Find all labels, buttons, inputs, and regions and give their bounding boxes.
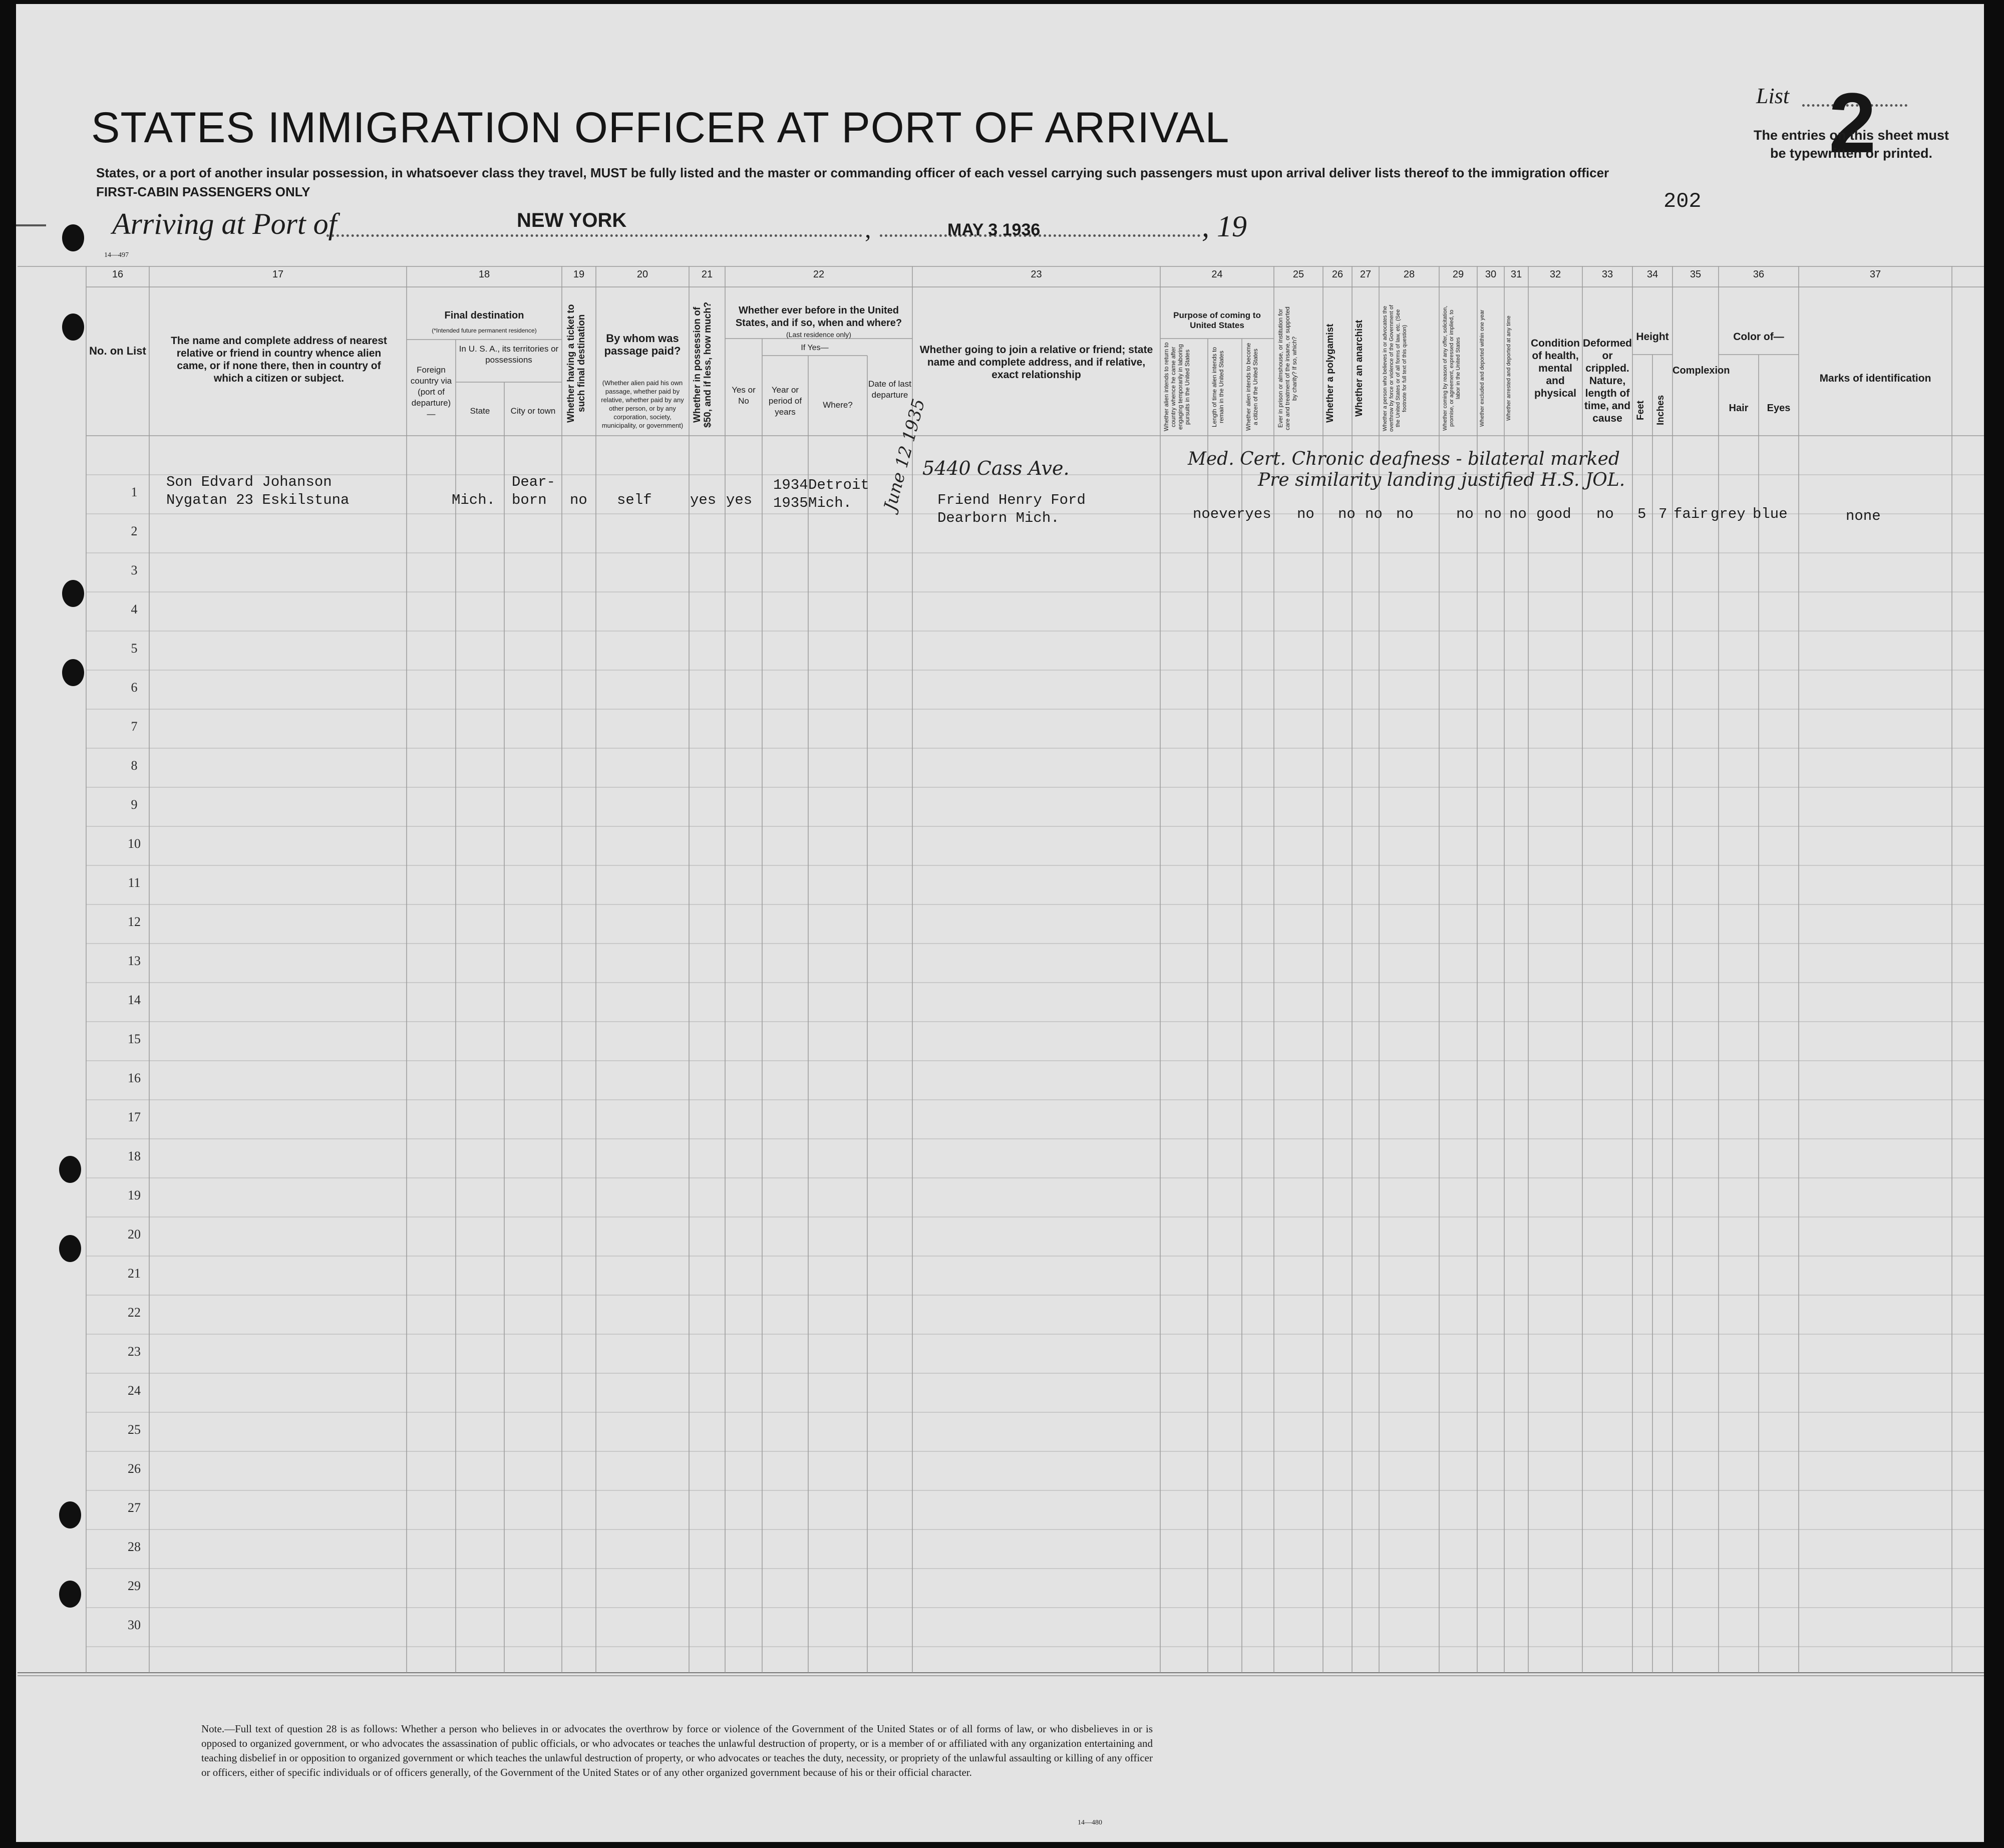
header-color-of: Color of— [1733, 331, 1784, 343]
row-number: 29 [128, 1579, 141, 1593]
entry-city-part1: Dear- [512, 474, 556, 490]
row-number: 4 [131, 602, 138, 617]
col-number-32: 32 [1549, 269, 1561, 280]
entry-departure-date: June 12 1935 [880, 397, 929, 513]
row-number: 11 [128, 875, 141, 890]
entry-height-inches: 7 [1658, 506, 1667, 522]
header-height: Height [1636, 331, 1669, 343]
entry-height-feet: 5 [1637, 506, 1646, 522]
list-label: List [1756, 84, 1790, 108]
col-number-25: 25 [1292, 269, 1304, 280]
header-eyes: Eyes [1767, 403, 1791, 414]
header-date-departure: Date of last departure [868, 379, 911, 400]
comma: , [865, 215, 871, 243]
header-city: City or town [510, 406, 556, 416]
col-number-33: 33 [1601, 269, 1613, 280]
entry-landing-note: Pre similarity landing justified H.S. JOL. [1258, 470, 1625, 490]
col-number-35: 35 [1690, 269, 1702, 280]
col-number-28: 28 [1403, 269, 1415, 280]
header-nearest-relative: The name and complete address of nearest relative or friend in country whence alien came, or if none there, then in country of which a citizen or subject. [171, 335, 387, 384]
col-number-34: 34 [1646, 269, 1658, 280]
row-number: 28 [128, 1539, 141, 1554]
instructions: States, or a port of another insular possession, in whatsoever class they travel, MUST be fully listed and the master or commanding officer of each vessel carrying such passengers must upon arrival deliver lists thereof to the immigration officer FIRST-CABIN PASSENGERS ONLY [96, 165, 1609, 199]
header-deformed: Deformed or crippled. Nature, length of time, and cause [1582, 338, 1632, 424]
row-number: 21 [128, 1266, 141, 1281]
col-number-37: 37 [1869, 269, 1881, 280]
port-name: NEW YORK [517, 209, 627, 231]
col-number-21: 21 [701, 269, 713, 280]
col-number-26: 26 [1331, 269, 1344, 280]
entry-handwritten-address: 5440 Cass Ave. [922, 457, 1070, 479]
entry-relative-name: Son Edvard Johanson [166, 474, 332, 490]
row-number: 22 [128, 1305, 141, 1320]
row-number: 17 [128, 1110, 141, 1124]
header-ever-before-us: Whether ever before in the United States, and if so, when and where? [735, 305, 902, 329]
header-purpose-c: Whether alien intends to become a citizen of the United States [1245, 343, 1259, 431]
row-number: 20 [128, 1227, 141, 1242]
entry-prison: no [1297, 506, 1314, 522]
entry-year-1: 1934 [773, 477, 808, 493]
entry-marks: none [1846, 508, 1881, 524]
header-marks: Marks of identification [1819, 373, 1931, 384]
entry-year-2: 1935 [773, 495, 808, 511]
entry-medical-note: Med. Cert. Chronic deafness - bilateral marked [1188, 449, 1620, 469]
header-condition-health: Condition of health, mental and physical [1531, 338, 1580, 399]
manifest-sheet [16, 4, 1984, 1842]
list-number: 2 [1829, 76, 1876, 171]
header-overthrow: Whether a person who believes in or advocates the overthrow by force or violence of the Government of the United States or of all forms of law, etc. (See footnote for full text of this question) [1382, 304, 1408, 432]
arriving-label: Arriving at Port of [112, 207, 337, 240]
entry-where-2: Mich. [808, 495, 852, 511]
row-number: 7 [131, 719, 138, 734]
entry-ever-before: yes [726, 492, 753, 508]
header-possession-50: Whether in possession of $50, and if less, how much? [692, 301, 713, 428]
header-polygamist: Whether a polygamist [1325, 324, 1335, 423]
col-number-22: 22 [813, 269, 825, 280]
row-number: 25 [128, 1422, 141, 1437]
year-label: , 19 [1202, 210, 1247, 243]
row-number: 6 [131, 680, 138, 695]
footnote: Note.—Full text of question 28 is as follows: Whether a person who believes in or advocates the overthrow by force or violence of the Government of the United States or of all forms of law, or who disbelieves in or is opposed to organized government, or who advocates the assassination of public officials, or who advocates or teaches the unlawful destruction of property, or is a member of or affiliated with any organization entertaining and teaching disbelief in or opposition to organized government or which teaches the unlawful destruction of property, or who advocates or teaches the duty, necessity, or propriety of the unlawful assaulting or killing of any officer or officers, either of specific individuals or of officers generally, of the Government of the United States or of any other organized government because of his or their official character. [201, 1723, 1153, 1778]
header-foreign-country: Foreign country via (port of departure)— [410, 365, 452, 419]
entry-inducement: no [1456, 506, 1474, 522]
entry-overthrow: no [1396, 506, 1414, 522]
row-number: 30 [128, 1618, 141, 1632]
header-join-relative: Whether going to join a relative or friend; state name and complete address, and if relative, exact relationship [919, 344, 1153, 381]
form-code: 14—497 [104, 251, 129, 259]
header-yes-or-no: Yes or No [732, 385, 756, 406]
entry-state: Mich. [452, 492, 496, 508]
header-anarchist: Whether an anarchist [1354, 320, 1365, 417]
entry-join-address: Dearborn Mich. [937, 510, 1060, 526]
entry-complexion: fair [1674, 506, 1709, 522]
entry-purpose-answers: noeveryes [1193, 506, 1271, 522]
row-number: 14 [128, 993, 141, 1007]
row-number: 15 [128, 1032, 141, 1046]
row-number: 26 [128, 1461, 141, 1476]
entry-anarchist: no [1365, 506, 1383, 522]
entry-hair: grey [1711, 506, 1746, 522]
row-number: 8 [131, 758, 138, 773]
entry-passage-paid: self [617, 492, 652, 508]
header-purpose-a: Whether alien intends to return to country whence he came after engaging temporarily in laboring pursuits in the United States [1163, 342, 1191, 432]
col-number-17: 17 [272, 269, 284, 280]
col-number-30: 30 [1485, 269, 1497, 280]
col-number-20: 20 [636, 269, 648, 280]
header-excluded: Whether excluded and deported within one year [1479, 310, 1485, 427]
entry-possession: yes [690, 492, 717, 508]
header-where: Where? [823, 400, 853, 410]
col-number-16: 16 [112, 269, 124, 280]
row-number: 3 [131, 563, 138, 577]
col-number-19: 19 [573, 269, 585, 280]
col-number-31: 31 [1510, 269, 1522, 280]
entry-relative-address: Nygatan 23 Eskilstuna [166, 492, 350, 508]
row-number: 12 [128, 914, 141, 929]
header-final-destination: Final destination [444, 310, 524, 321]
header-in-usa: In U. S. A., its territories or possessions [459, 344, 559, 365]
row-number: 27 [128, 1500, 141, 1515]
arrival-date: MAY 3 1936 [947, 220, 1041, 239]
row-number: 1 [131, 485, 138, 499]
col-number-24: 24 [1211, 269, 1223, 280]
header-purpose-b: Length of time alien intends to remain in the United States [1211, 347, 1225, 427]
header-arrested: Whether arrested and deported at any time [1506, 316, 1512, 421]
footer-form-code: 14—480 [1078, 1819, 1102, 1826]
entry-city-part2: born [512, 492, 547, 508]
col-number-27: 27 [1360, 269, 1372, 280]
header-feet: Feet [1635, 400, 1646, 420]
header-purpose: Purpose of coming to United States [1173, 311, 1261, 330]
header-if-yes: If Yes— [801, 344, 829, 352]
col-number-36: 36 [1753, 269, 1765, 280]
col-number-23: 23 [1031, 269, 1042, 280]
entry-join-relative: Friend Henry Ford [937, 492, 1086, 508]
col-number-29: 29 [1452, 269, 1464, 280]
row-number: 9 [131, 797, 138, 812]
typewritten-notice: The entries on this sheet must be typewritten or printed. [1753, 128, 1949, 161]
header-hair: Hair [1729, 403, 1749, 414]
row-number: 16 [128, 1071, 141, 1085]
header-state: State [470, 406, 490, 416]
entry-health: good [1536, 506, 1571, 522]
header-inducement: Whether coming by reason of any offer, solicitation, promise, or agreement, expressed or implied, to labor in the United States [1442, 305, 1461, 431]
row-number: 24 [128, 1383, 141, 1398]
header-inches: Inches [1655, 395, 1666, 426]
entry-deformed: no [1596, 506, 1614, 522]
form-title: STATES IMMIGRATION OFFICER AT PORT OF ARRIVAL [91, 104, 1230, 152]
header-complexion: Complexion [1673, 365, 1730, 376]
row-number: 23 [128, 1344, 141, 1359]
entry-where-1: Detroit [808, 477, 869, 493]
header-ticket: Whether having a ticket to such final destination [566, 304, 587, 423]
row-number: 2 [131, 524, 138, 538]
header-no-on-list: No. on List [89, 345, 146, 357]
header-passage-paid: By whom was passage paid? [604, 332, 681, 357]
header-prison: Ever in prison or almshouse, or institution for care and treatment of the insane, or supported by charity? If so, which? [1277, 306, 1298, 430]
entry-ticket: no [570, 492, 587, 508]
header-final-destination-note: (*Intended future permanent residence) [432, 327, 537, 334]
page-number: 202 [1663, 189, 1702, 213]
header-last-residence: (Last residence only) [786, 331, 851, 339]
entry-excluded: no [1484, 506, 1502, 522]
row-number: 13 [128, 954, 141, 968]
entry-arrested: no [1509, 506, 1527, 522]
header-passage-note: (Whether alien paid his own passage, whether paid by relative, whether paid by any other person, or by any corporation, society, municipality, or government) [601, 379, 684, 429]
header-year-period: Year or period of years [768, 385, 802, 417]
row-number: 18 [128, 1149, 141, 1163]
row-number: 5 [131, 641, 138, 656]
row-number: 10 [128, 836, 141, 851]
entry-polygamist: no [1338, 506, 1356, 522]
col-number-18: 18 [478, 269, 490, 280]
entry-eyes: blue [1753, 506, 1788, 522]
row-number: 19 [128, 1188, 141, 1202]
